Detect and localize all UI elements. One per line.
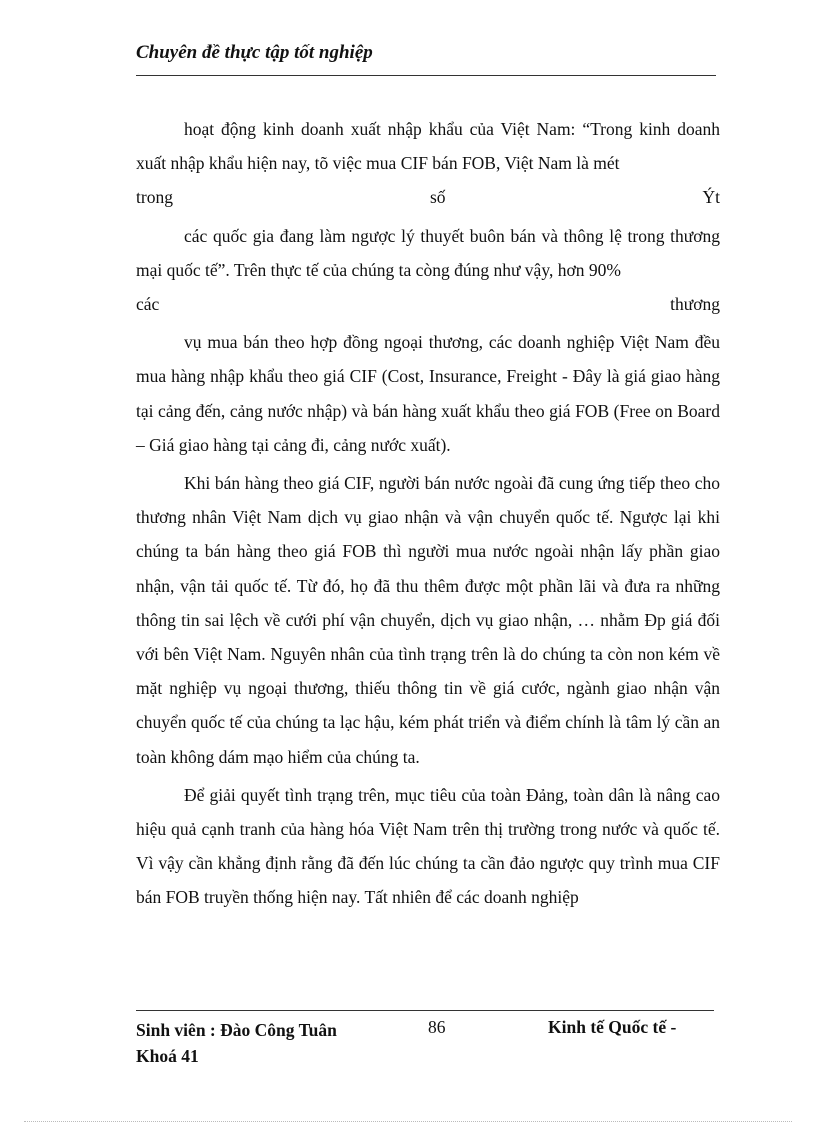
footer-student xyxy=(136,1017,337,1069)
paragraph-1 xyxy=(136,112,720,215)
paragraph-1-text: hoạt động kinh doanh xuất nhập khẩu của Việt Nam: “Trong kinh doanh xuất nhập khẩu hiện nay, tõ việc mua CIF bán FOB, Việt Nam là mét xyxy=(136,119,720,174)
paragraph-5: Để giải quyết tình trạng trên, mục tiêu của toàn Đảng, toàn dân là nâng cao hiệu quả cạnh tranh của hàng hóa Việt Nam trên thị trường trong nước và quốc tế. Vì vậy cần khẳng định rằng đã đến lúc chúng ta cần đảo ngược quy trình mua CIF bán FOB truyền thống hiện nay. Tất nhiên để các doanh nghiệp xyxy=(136,784,720,908)
document-body xyxy=(136,112,720,919)
page-header-title: Chuyên đề thực tập tốt nghiệp xyxy=(136,42,373,63)
paragraph-2-spread-line: các thương xyxy=(136,294,720,315)
paragraph-1-spread-line: trong số Ýt xyxy=(136,187,720,208)
page-number: 86 xyxy=(428,1017,446,1037)
page-edge-divider xyxy=(24,1121,792,1122)
paragraph-4: Khi bán hàng theo giá CIF, người bán nước ngoài đã cung ứng tiếp theo cho thương nhân Việt Nam dịch vụ giao nhận và vận chuyển quốc tế. Ngược lại khi chúng ta bán hàng theo giá FOB thì người mua nước ngoài nhận lấy phần giao nhận, vận tải quốc tế. Từ đó, họ đã thu thêm được một phần lãi và đưa ra những thông tin sai lệch về cưới phí vận chuyển, dịch vụ giao nhận, … nhằm Ðp giá đối với bên Việt Nam. Nguyên nhân của tình trạng trên là do chúng ta còn non kém về mặt nghiệp vụ ngoại thương, thiếu thông tin về giá cước, ngành giao nhận vận chuyển quốc tế của chúng ta lạc hậu, kém phát triển và điểm chính là tâm lý cần an toàn không dám mạo hiểm của chúng ta. xyxy=(136,473,720,767)
footer-course: Khoá 41 xyxy=(136,1046,199,1066)
paragraph-2 xyxy=(136,219,720,322)
footer-rule xyxy=(136,1010,714,1011)
paragraph-2-text: các quốc gia đang làm ngược lý thuyết buôn bán và thông lệ trong thương mại quốc tế”. Trên thực tế của chúng ta còng đúng như vậy, hơn 90% xyxy=(136,225,720,280)
footer-department: Kinh tế Quốc tế - xyxy=(548,1017,677,1037)
header-rule xyxy=(136,75,716,76)
paragraph-3: vụ mua bán theo hợp đồng ngoại thương, các doanh nghiệp Việt Nam đều mua hàng nhập khẩu theo giá CIF (Cost, Insurance, Freight - Đây là giá giao hàng tại cảng đến, cảng nước nhập) và bán hàng xuất khẩu theo giá FOB (Free on Board – Giá giao hàng tại cảng đi, cảng nước xuất). xyxy=(136,332,720,455)
footer-student-name: Sinh viên : Đào Công Tuân xyxy=(136,1020,337,1040)
